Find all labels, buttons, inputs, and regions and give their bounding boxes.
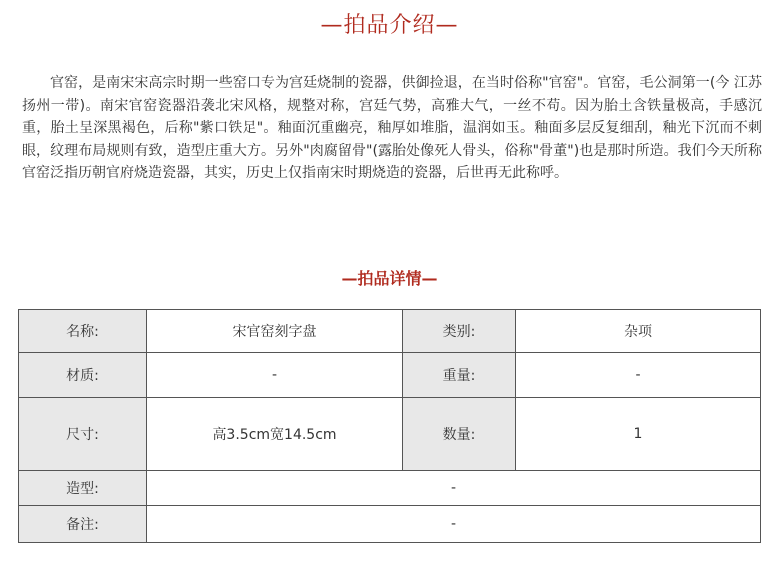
category-value: 杂项 [516,310,761,353]
quantity-value: 1 [516,398,761,471]
table-row [19,310,761,353]
section-title-introduction: —拍品介绍— [320,13,459,38]
table-row [19,398,761,471]
size-value: 高3.5cm宽14.5cm [147,398,403,471]
shape-value: - [147,471,761,506]
table-row [19,353,761,398]
size-label: 尺寸: [19,398,147,471]
table-row [19,506,761,543]
shape-label: 造型: [19,471,147,506]
material-label: 材质: [19,353,147,398]
introduction-paragraph: 官窑，是南宋宋高宗时期一些窑口专为宫廷烧制的瓷器，供御捡退，在当时俗称"官窑"。官窑，毛公洞第一(今 江苏扬州一带)。南宋官窑瓷器沿袭北宋风格，规整对称，宫廷气势，高雅大气，一丝不苟。因为胎土含铁量极高，手感沉重，胎土呈深黑褐色，后称"紫口铁足"。釉面沉重幽亮，釉厚如堆脂，温润如玉。釉面多层反复细刮，釉光下沉而不刺眼，纹理布局规则有致，造型庄重大方。另外"肉腐留骨"(露胎处像死人骨头，俗称"骨董")也是那时所造。我们今天所称官窑泛指历朝官府烧造瓷器，其实，历史上仅指南宋时期烧造的瓷器，后世再无此称呼。 [22,75,762,181]
note-value: - [147,506,761,543]
category-label: 类别: [403,310,516,353]
name-value: 宋官窑刻字盘 [147,310,403,353]
name-label: 名称: [19,310,147,353]
table-row [19,471,761,506]
quantity-label: 数量: [403,398,516,471]
weight-value: - [516,353,761,398]
material-value: - [147,353,403,398]
weight-label: 重量: [403,353,516,398]
note-label: 备注: [19,506,147,543]
section-title-details: —拍品详情— [341,269,438,288]
details-table [18,309,761,543]
